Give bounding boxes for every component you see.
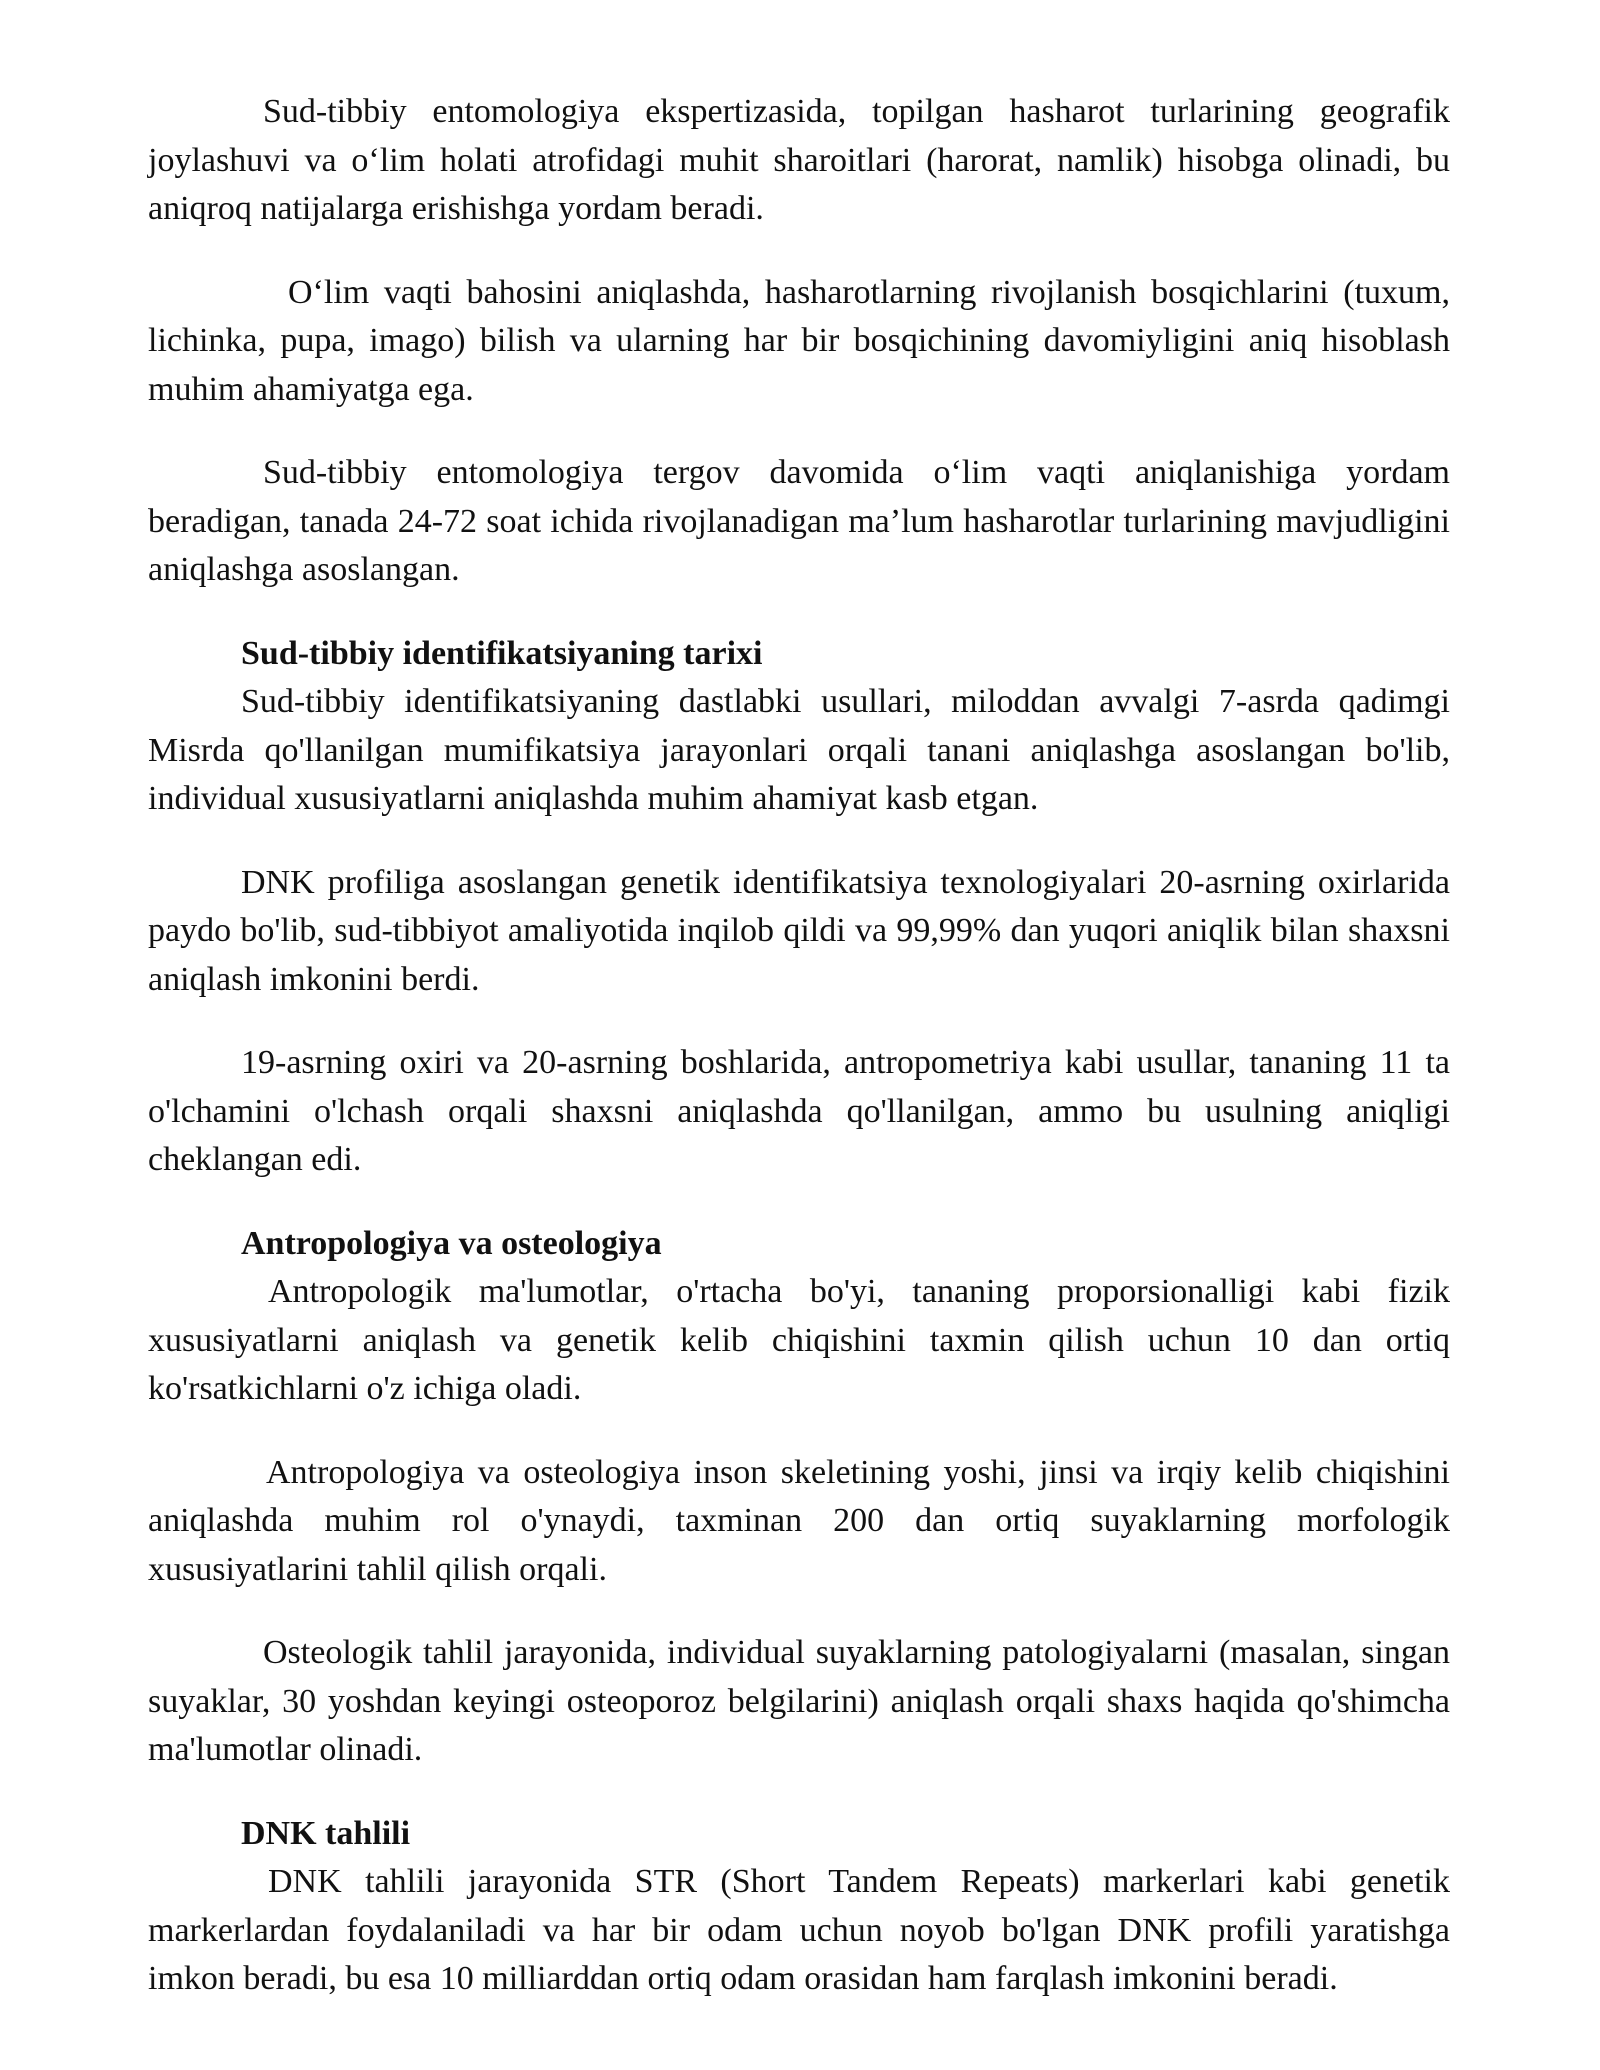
heading-anthropology-osteology: Antropologiya va osteologiya: [241, 1224, 662, 1262]
heading-identification-history: Sud-tibbiy identifikatsiyaning tarixi: [241, 634, 763, 672]
paragraph-anthropological-data: Antropologik ma'lumotlar, o'rtacha bo'yi, tananing proporsionalligi kabi fizik xususiyatlarni aniqlash va genetik kelib chiqishini taxmin qilish uchun 10 dan ortiq ko'rsatkichlarni o'z ichiga oladi.: [148, 1273, 1450, 1407]
paragraph-anthropometry: 19-asrning oxiri va 20-asrning boshlarida, antropometriya kabi usullar, tananing 11 ta o'lchamini o'lchash orqali shaxsni aniqlashda qo'llanilgan, ammo bu usulning aniqligi cheklangan edi.: [148, 1044, 1450, 1178]
paragraph-death-time-stages: O‘lim vaqti bahosini aniqlashda, hasharotlarning rivojlanish bosqichlarini (tuxum, lichinka, pupa, imago) bilish va ularning har bir bosqichining davomiyligini aniq hisoblash muhim ahamiyatga ega.: [148, 273, 1450, 408]
paragraph-dna-profiling: DNK profiliga asoslangan genetik identifikatsiya texnologiyalari 20-asrning oxirlarida paydo bo'lib, sud-tibbiyot amaliyotida inqilob qildi va 99,99% dan yuqori aniqlik bilan shaxsni aniqlash imkonini berdi.: [148, 863, 1450, 998]
heading-dna-analysis: DNK tahlili: [241, 1814, 411, 1852]
paragraph-entomology-geography: Sud-tibbiy entomologiya ekspertizasida, topilgan hasharot turlarining geografik joylashuvi va o‘lim holati atrofidagi muhit sharoitlari (harorat, namlik) hisobga olinadi, bu aniqroq natijalarga erishishga yordam beradi.: [148, 93, 1450, 227]
paragraph-str-markers: DNK tahlili jarayonida STR (Short Tandem Repeats) markerlari kabi genetik markerlardan foydalaniladi va har bir odam uchun noyob bo'lgan DNK profili yaratishga imkon beradi, bu esa 10 milliarddan ortiq odam orasidan ham farqlash imkonini beradi.: [148, 1863, 1450, 1997]
paragraph-skeleton-analysis: Antropologiya va osteologiya inson skeletining yoshi, jinsi va irqiy kelib chiqishini aniqlashda muhim rol o'ynaydi, taxminan 200 dan ortiq suyaklarning morfologik xususiyatlarini tahlil qilish orqali.: [148, 1453, 1450, 1588]
document-page: [148, 88, 1450, 2004]
paragraph-osteological-analysis: Osteologik tahlil jarayonida, individual suyaklarning patologiyalarni (masalan, singan suyaklar, 30 yoshdan keyingi osteoporoz belgilarini) aniqlash orqali shaxs haqida qo'shimcha ma'lumotlar olinadi.: [148, 1634, 1450, 1768]
paragraph-entomology-investigation: Sud-tibbiy entomologiya tergov davomida o‘lim vaqti aniqlanishiga yordam beradigan, tanada 24-72 soat ichida rivojlanadigan ma’lum hasharotlar turlarining mavjudligini aniqlashga asoslangan.: [148, 454, 1450, 588]
paragraph-early-identification: Sud-tibbiy identifikatsiyaning dastlabki usullari, miloddan avvalgi 7-asrda qadimgi Misrda qo'llanilgan mumifikatsiya jarayonlari orqali tanani aniqlashga asoslangan bo'lib, individual xususiyatlarni aniqlashda muhim ahamiyat kasb etgan.: [148, 683, 1450, 817]
